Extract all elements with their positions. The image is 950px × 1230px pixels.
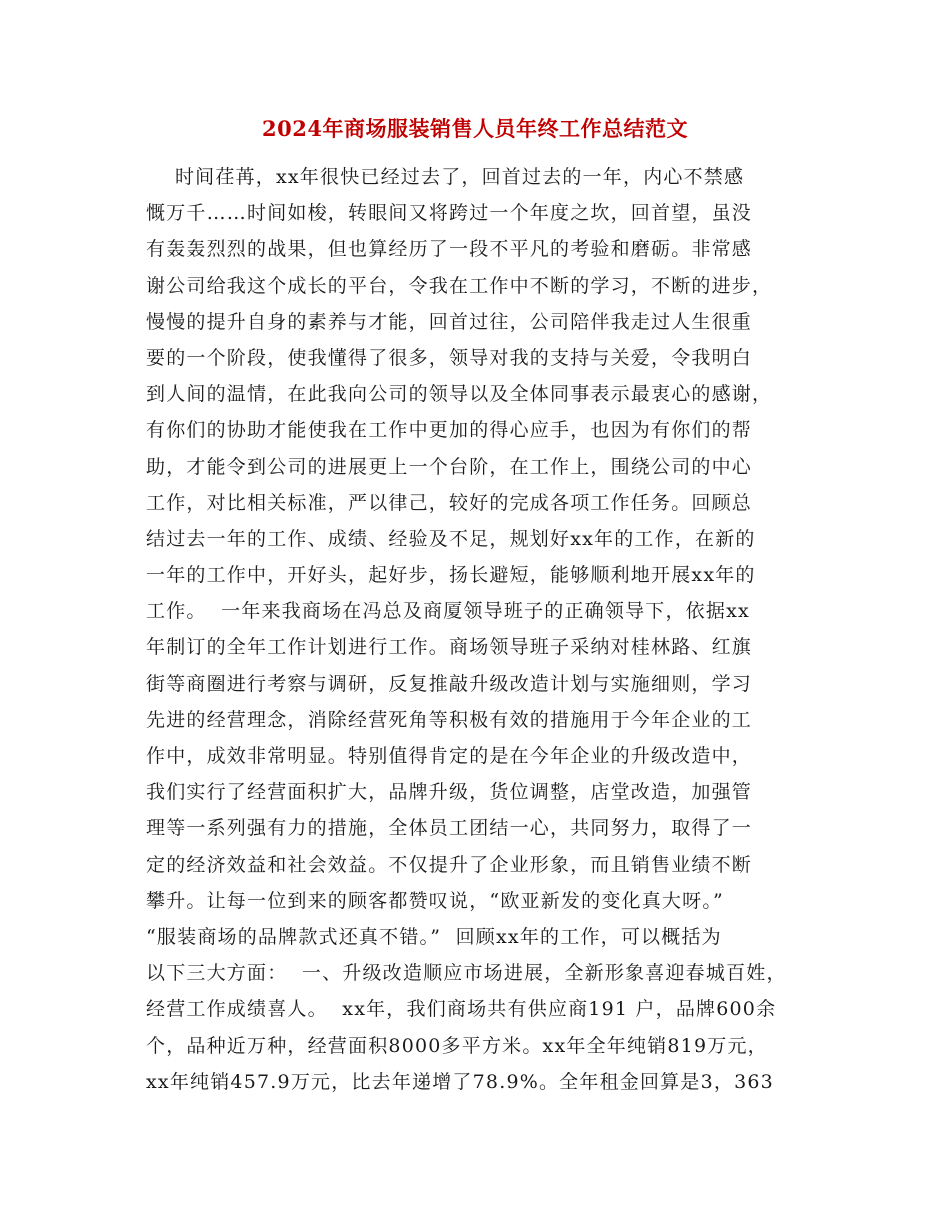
body-line: 以下三大方面： 一、升级改造顺应市场进展，全新形象喜迎春城百姓， — [146, 962, 787, 985]
body-line: 一年的工作中，开好头，起好步，扬长避短，能够顺利地开展xx年的 — [146, 564, 756, 587]
body-line: 个，品种近万种，经营面积8000多平方米。xx年全年纯销819万元， — [146, 1034, 768, 1057]
body-line: 我们实行了经营面积扩大，品牌升级，货位调整，店堂改造，加强管 — [146, 781, 753, 804]
body-line: 到人间的温情，在此我向公司的领导以及全体同事表示最衷心的感谢， — [146, 383, 773, 406]
body-line: 作中，成效非常明显。特别值得肯定的是在今年企业的升级改造中， — [146, 745, 753, 767]
body-line: 有轰轰烈烈的战果，但也算经历了一段不平凡的考验和磨砺。非常感 — [146, 238, 753, 261]
body-line: 街等商圈进行考察与调研，反复推敲升级改造计划与实施细则，学习 — [146, 672, 753, 695]
body-line: 慢慢的提升自身的素养与才能，回首过往，公司陪伴我走过人生很重 — [146, 310, 753, 333]
body-line: 定的经济效益和社会效益。不仅提升了企业形象，而且销售业绩不断 — [146, 853, 753, 876]
body-line: 理等一系列强有力的措施，全体员工团结一心，共同努力，取得了一 — [146, 817, 753, 840]
body-line: 要的一个阶段，使我懂得了很多，领导对我的支持与关爱，令我明白 — [146, 346, 753, 369]
body-line: 有你们的协助才能使我在工作中更加的得心应手，也因为有你们的帮 — [146, 419, 753, 442]
body-line: 工作。 一年来我商场在冯总及商厦领导班子的正确领导下，依据xx — [146, 600, 750, 623]
body-line: 谢公司给我这个成长的平台，令我在工作中不断的学习，不断的进步， — [146, 274, 773, 297]
body-line: xx年纯销457.9万元，比去年递增了78.9%。全年租金回算是3，363 — [146, 1070, 774, 1093]
body-line: “服装商场的品牌款式还真不错。” 回顾xx年的工作，可以概括为 — [146, 925, 722, 948]
body-line: 慨万千……时间如梭，转眼间又将跨过一个年度之坎，回首望，虽没 — [146, 202, 753, 225]
document-title: 2024年商场服装销售人员年终工作总结范文 — [262, 116, 688, 141]
body-line: 攀升。让每一位到来的顾客都赞叹说，“欧亚新发的变化真大呀。” — [146, 889, 724, 912]
body-line: 时间荏苒，xx年很快已经过去了，回首过去的一年，内心不禁感 — [146, 166, 745, 188]
body-line: 年制订的全年工作计划进行工作。商场领导班子采纳对桂林路、红旗 — [146, 636, 753, 659]
body-line: 先进的经营理念，消除经营死角等积极有效的措施用于今年企业的工 — [146, 708, 753, 731]
body-line: 结过去一年的工作、成绩、经验及不足，规划好xx年的工作，在新的 — [146, 527, 756, 550]
body-line: 工作，对比相关标准，严以律己，较好的完成各项工作任务。回顾总 — [146, 491, 753, 514]
document-body — [146, 159, 826, 1100]
body-line: 经营工作成绩喜人。 xx年，我们商场共有供应商191 户，品牌600余 — [146, 998, 777, 1021]
body-line: 助，才能令到公司的进展更上一个台阶，在工作上，围绕公司的中心 — [146, 455, 753, 478]
